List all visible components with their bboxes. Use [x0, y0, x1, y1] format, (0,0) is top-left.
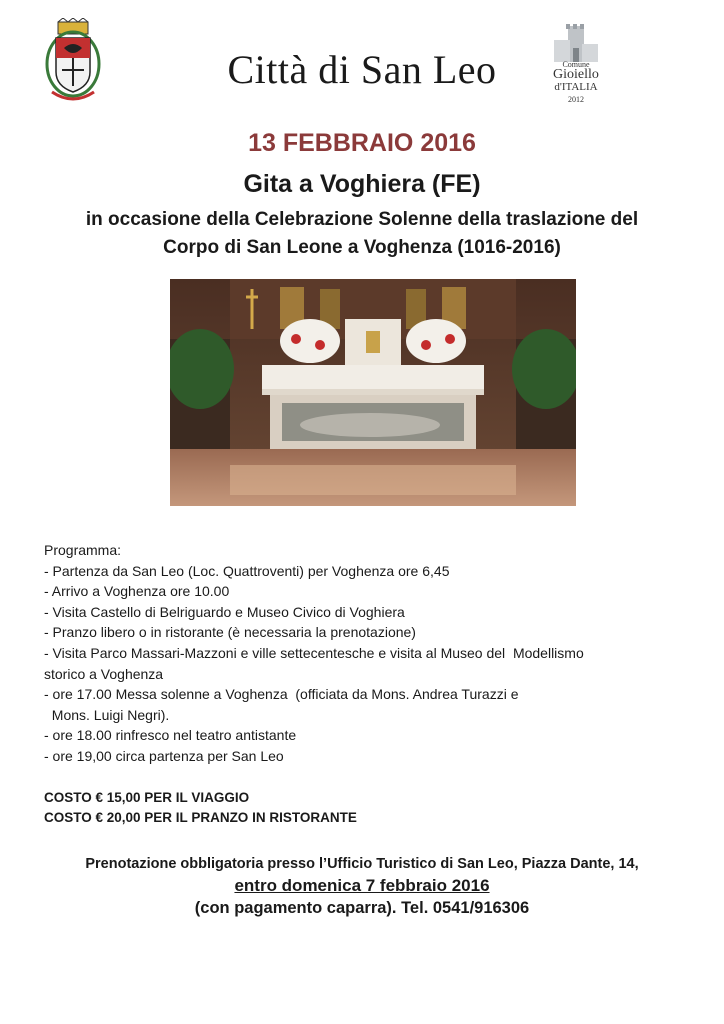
costs-section: [44, 788, 684, 828]
page-title: Città di San Leo: [227, 47, 497, 92]
logo-italia: d'ITALIA: [554, 81, 598, 93]
program-line: Mons. Luigi Negri).: [44, 706, 170, 723]
program-line: - Pranzo libero o in ristorante (è necessaria la prenotazione): [44, 624, 416, 641]
event-date: 13 FEBBRAIO 2016: [248, 129, 476, 157]
booking-info: Prenotazione obbligatoria presso l’Ufficio Turistico di San Leo, Piazza Dante, 14,: [85, 856, 639, 872]
cost-lunch: COSTO € 20,00 PER IL PRANZO IN RISTORANTE: [44, 810, 357, 825]
booking-payment-phone: (con pagamento caparra). Tel. 0541/916306: [194, 899, 530, 917]
program-line: - Arrivo a Voghenza ore 10.00: [44, 583, 230, 600]
logo-gioiello: Gioiello: [553, 67, 599, 82]
program-line: - ore 19,00 circa partenza per San Leo: [44, 747, 284, 764]
event-subtitle: Gita a Voghiera (FE): [243, 170, 481, 198]
gioiello-logo-text: [538, 60, 614, 104]
program-line: - Partenza da San Leo (Loc. Quattroventi) per Voghenza ore 6,45: [44, 562, 450, 579]
altar-photo: [170, 279, 576, 506]
occasion-line-1: in occasione della Celebrazione Solenne della traslazione del: [85, 209, 639, 230]
occasion-line-2: Corpo di San Leone a Voghenza (1016-2016): [163, 237, 561, 258]
booking-deadline: entro domenica 7 febbraio 2016: [234, 876, 490, 895]
booking-section: [0, 853, 724, 919]
program-heading: Programma:: [44, 542, 122, 558]
cost-travel: COSTO € 15,00 PER IL VIAGGIO: [44, 790, 250, 805]
logo-comune: Comune: [562, 60, 590, 69]
program-line: - ore 17.00 Messa solenne a Voghenza (officiata da Mons. Andrea Turazzi e: [44, 686, 519, 703]
logo-year: 2012: [568, 95, 584, 104]
program-line: storico a Voghenza: [44, 665, 164, 682]
program-line: - Visita Parco Massari-Mazzoni e ville settecentesche e visita al Museo del Modellismo: [44, 644, 584, 661]
program-section: [44, 540, 684, 767]
program-line: - ore 18.00 rinfresco nel teatro antistante: [44, 727, 297, 744]
program-line: - Visita Castello di Belriguardo e Museo Civico di Voghiera: [44, 603, 405, 620]
event-occasion: [40, 206, 684, 262]
